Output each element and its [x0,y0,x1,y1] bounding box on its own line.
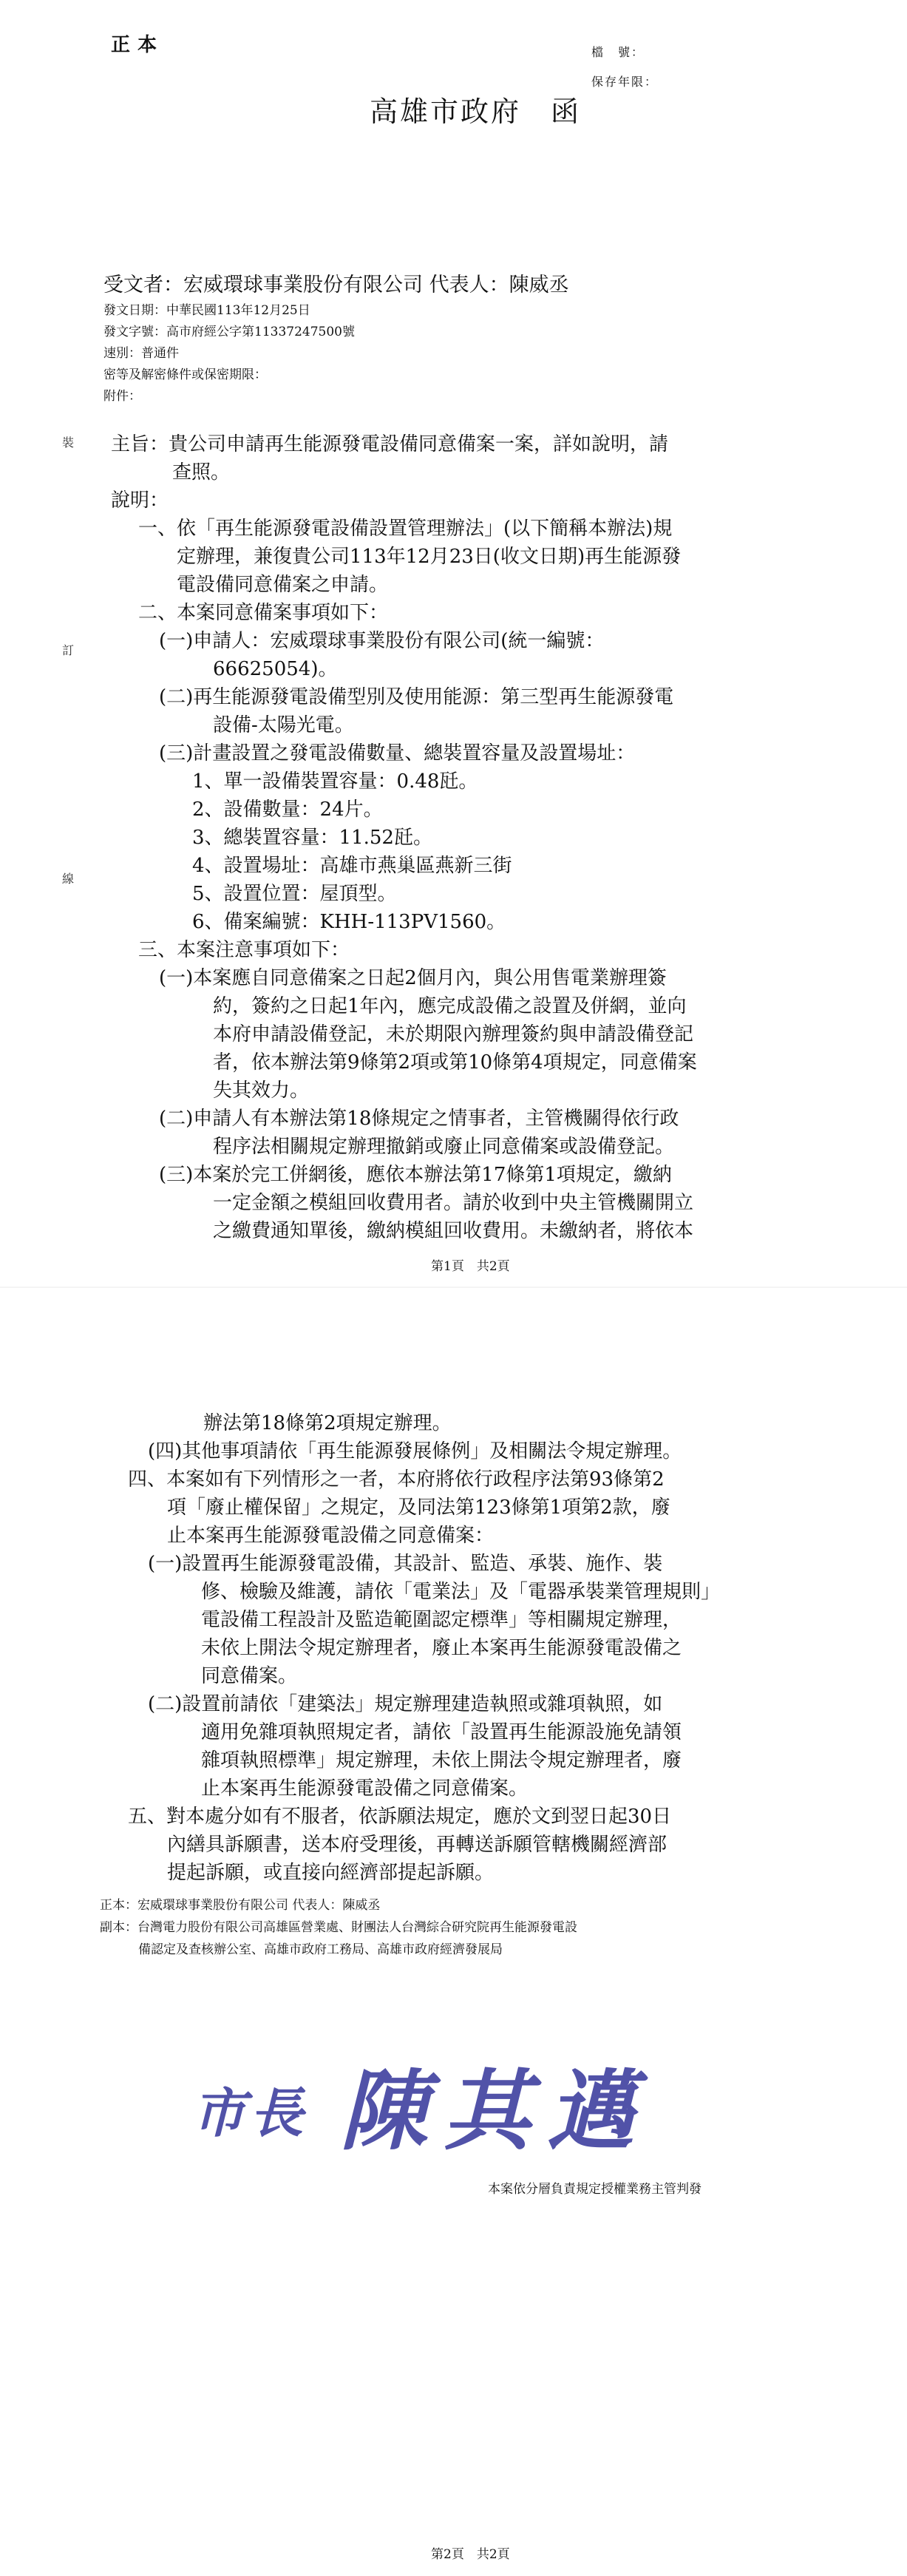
body-line: 三、本案注意事項如下： [138,939,350,961]
explanation-heading: 說明： [111,489,169,512]
body-line: 程序法相關規定辦理撤銷或廢止同意備案或設備登記。 [213,1136,675,1158]
body-line: 本府申請設備登記，未於期限內辦理簽約與申請設備登記 [213,1023,694,1045]
body-line: 止本案再生能源發電設備之同意備案。 [201,1777,529,1800]
body-line: 約，簽約之日起1年內，應完成設備之設置及併網，並向 [213,995,687,1017]
body-line: (四)其他事項請依「再生能源發展條例」及相關法令規定辦理。 [148,1440,682,1462]
attachment-label: 附件： [103,389,141,404]
document-number: 發文字號：高市府經公字第11337247500號 [103,325,355,339]
copy-mark: 正本 [111,34,165,56]
body-line: 五、對本處分如有不服者，依訴願法規定，應於文到翌日起30日 [128,1806,672,1828]
body-line: 同意備案。 [201,1665,298,1687]
body-line: 雜項執照標準」規定辦理，未依上開法令規定辦理者，廢 [201,1749,682,1772]
body-line: 內繕具訴願書，送本府受理後，再轉送訴願管轄機關經濟部 [167,1834,667,1856]
body-line: 修、檢驗及維護，請依「電業法」及「電器承裝業管理規則」 [201,1581,721,1603]
body-line: 提起訴願，或直接向經濟部提起訴願。 [167,1862,495,1884]
authority-note: 本案依分層負責規定授權業務主管判發 [488,2182,702,2197]
body-line: (一)設置再生能源發電設備，其設計、監造、承裝、施作、裝 [148,1553,663,1575]
body-line: 電設備同意備案之申請。 [177,574,389,596]
subject-line: 主旨：貴公司申請再生能源發電設備同意備案一案，詳如說明，請 [111,433,669,455]
body-line: 定辦理，兼復貴公司113年12月23日(收文日期)再生能源發 [177,546,682,568]
body-line: 2、設備數量：24片。 [192,799,383,821]
subject-line: 查照。 [172,461,231,484]
body-line: 4、設置場址：高雄市燕巢區燕新三街 [192,855,512,877]
issue-date: 發文日期：中華民國113年12月25日 [103,303,310,318]
body-line: 未依上開法令規定辦理者，廢止本案再生能源發電設備之 [201,1637,682,1659]
body-line: 一定金額之模組回收費用者。請於收到中央主管機關開立 [213,1192,694,1214]
body-line: 電設備工程設計及監造範圍認定標準」等相關規定辦理， [201,1609,682,1631]
archive-number-label: 檔 號： [591,45,645,59]
body-line: (一)申請人：宏威環球事業股份有限公司(統一編號： [159,630,605,652]
body-line: 設備-太陽光電。 [213,714,354,736]
body-line: 者，依本辦法第9條第2項或第10條第4項規定，同意備案 [213,1051,697,1074]
binding-mark: 線 [62,872,75,886]
doc-type: 函 [551,95,582,128]
body-line: 之繳費通知單後，繳納模組回收費用。未繳納者，將依本 [213,1220,694,1242]
body-line: (三)計畫設置之發電設備數量、總裝置容量及設置場址： [159,742,636,765]
page-number: 第1頁 共2頁 [431,1259,510,1274]
body-line: 5、設置位置：屋頂型。 [192,883,397,905]
body-line: (二)再生能源發電設備型別及使用能源：第三型再生能源發電 [159,686,674,708]
body-line: 止本案再生能源發電設備之同意備案： [167,1525,495,1547]
body-line: (二)設置前請依「建築法」規定辦理建造執照或雜項執照，如 [148,1693,663,1715]
binding-mark: 訂 [62,643,75,657]
copy-recipients: 副本：台灣電力股份有限公司高雄區營業處、財團法人台灣綜合研究院再生能源發電設 [100,1920,577,1935]
body-line: (三)本案於完工併網後，應依本辦法第17條第1項規定，繳納 [159,1164,672,1186]
seal-name: 陳其邁 [340,2059,651,2162]
body-line: 6、備案編號：KHH-113PV1560。 [192,911,506,933]
letter-title [370,89,581,129]
body-line: 辦法第18條第2項規定辦理。 [203,1412,452,1434]
body-line: 66625054)。 [213,658,338,680]
seal-title: 市長 [192,2081,308,2144]
copy-recipients: 備認定及查核辦公室、高雄市政府工務局、高雄市政府經濟發展局 [138,1942,503,1957]
body-line: 1、單一設備裝置容量：0.48瓩。 [192,770,478,793]
body-line: 二、本案同意備案事項如下： [138,602,389,624]
body-line: 3、總裝置容量：11.52瓩。 [192,827,432,849]
recipient-line: 受文者：宏威環球事業股份有限公司 代表人：陳威丞 [103,274,569,296]
issuer-name: 高雄市政府 [370,95,522,128]
document-page-1 [0,0,907,1287]
retention-label: 保存年限： [591,75,659,89]
body-line: 一、依「再生能源發電設備設置管理辦法」(以下簡稱本辦法)規 [138,518,673,540]
body-line: (二)申請人有本辦法第18條規定之情事者，主管機關得依行政 [159,1108,679,1130]
binding-mark: 裝 [62,435,75,450]
body-line: 失其效力。 [213,1079,310,1102]
delivery-speed: 速別：普通件 [103,346,179,361]
body-line: (一)本案應自同意備案之日起2個月內，與公用售電業辦理簽 [159,967,667,989]
body-line: 四、本案如有下列情形之一者，本府將依行政程序法第93條第2 [128,1468,665,1491]
page-number: 第2頁 共2頁 [431,2547,510,2562]
body-line: 項「廢止權保留」之規定，及同法第123條第1項第2款，廢 [167,1497,670,1519]
secrecy-level: 密等及解密條件或保密期限： [103,367,267,382]
body-line: 適用免雜項執照規定者，請依「設置再生能源設施免請領 [201,1721,682,1743]
mayor-signature-seal [169,2041,701,2162]
original-recipient: 正本：宏威環球事業股份有限公司 代表人：陳威丞 [100,1898,381,1913]
